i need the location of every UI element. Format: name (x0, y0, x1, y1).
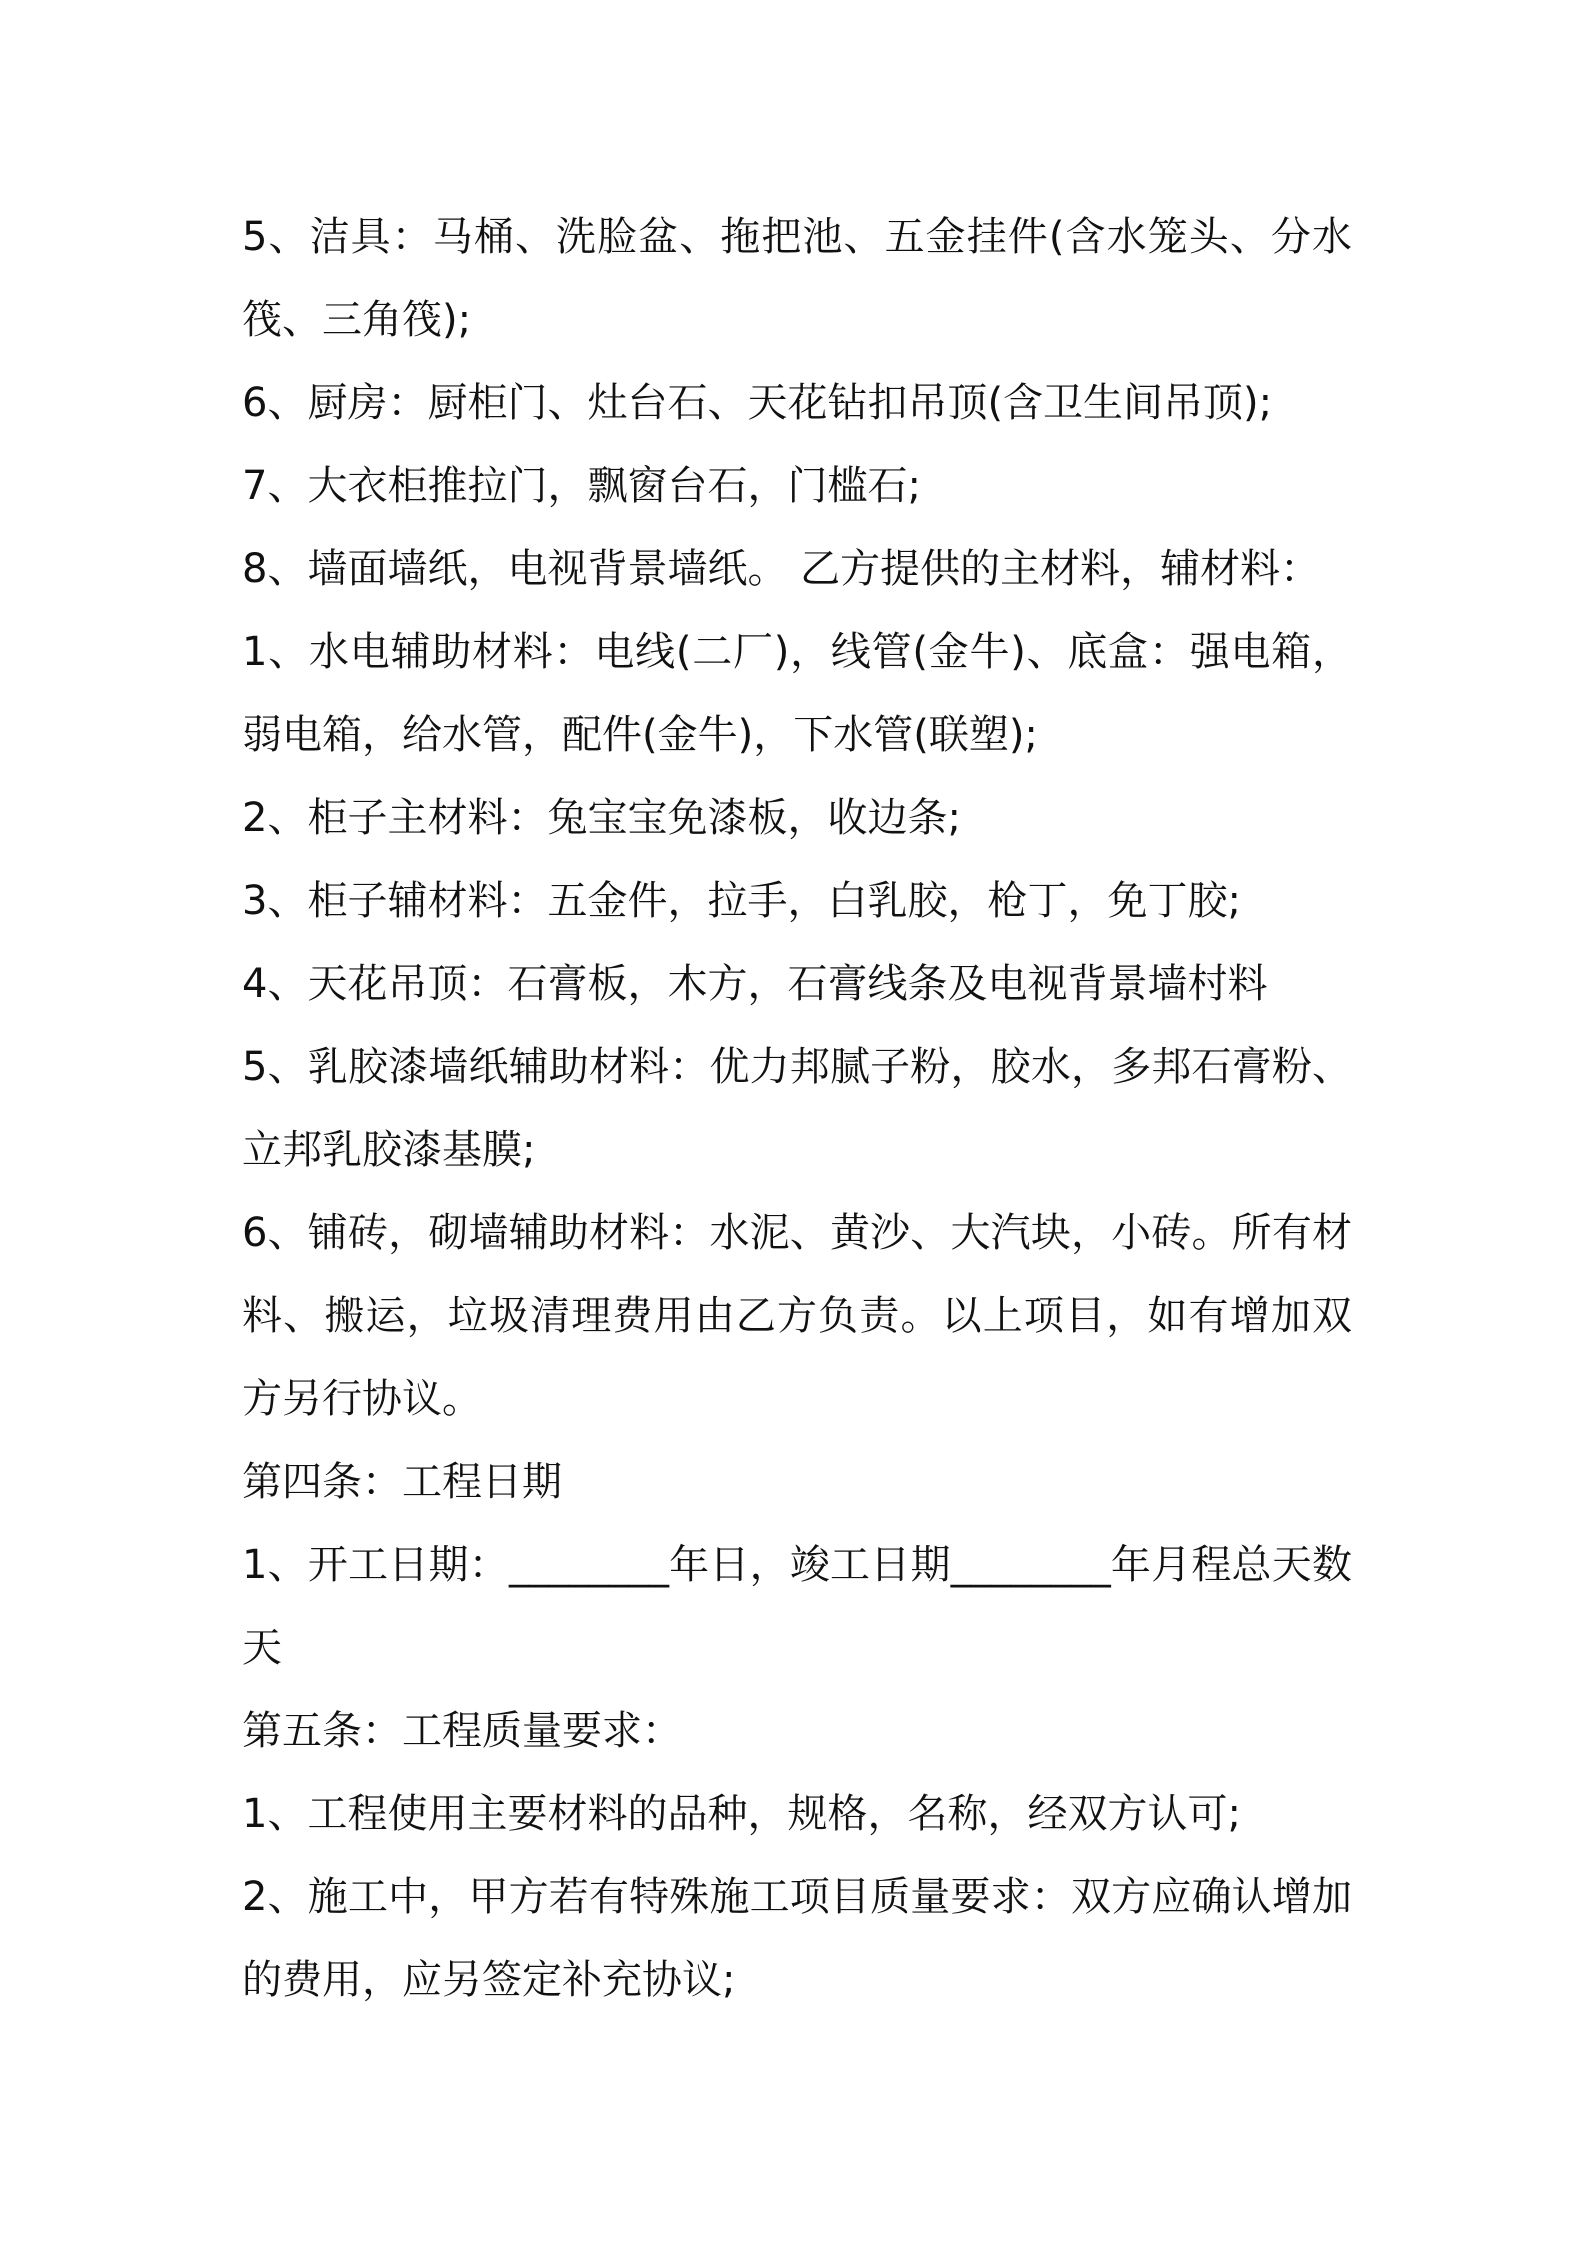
paragraph: 6、铺砖，砌墙辅助材料：水泥、黄沙、大汽块，小砖。所有材料、搬运，垃圾清理费用由乙方负责。以上项目，如有增加双方另行协议。 (242, 1210, 1352, 1422)
document-body (242, 196, 1352, 2022)
paragraph: 4、天花吊顶：石膏板，木方，石膏线条及电视背景墙村料 (242, 961, 1268, 1007)
paragraph: 1、开工日期：________年日，竣工日期________年月程总天数 天 (242, 1542, 1352, 1671)
paragraph: 3、柜子辅材料：五金件，拉手，白乳胶，枪丁，免丁胶; (242, 878, 1241, 924)
paragraph: 5、洁具：马桶、洗脸盆、拖把池、五金挂件(含水笼头、分水筏、三角筏); (242, 214, 1352, 343)
paragraph: 1、工程使用主要材料的品种，规格，名称，经双方认可; (242, 1791, 1241, 1837)
paragraph: 2、施工中，甲方若有特殊施工项目质量要求：双方应确认增加的费用，应另签定补充协议; (242, 1874, 1352, 2003)
paragraph: 7、大衣柜推拉门，飘窗台石，门槛石; (242, 463, 921, 509)
section-heading: 第四条：工程日期 (242, 1459, 562, 1505)
paragraph: 6、厨房：厨柜门、灶台石、天花钻扣吊顶(含卫生间吊顶); (242, 380, 1273, 426)
section-heading: 第五条：工程质量要求： (242, 1708, 682, 1754)
paragraph: 1、水电辅助材料：电线(二厂)，线管(金牛)、底盒：强电箱，弱电箱，给水管，配件(金牛)，下水管(联塑); (242, 629, 1352, 758)
paragraph: 2、柜子主材料：兔宝宝免漆板，收边条; (242, 795, 961, 841)
paragraph: 5、乳胶漆墙纸辅助材料：优力邦腻子粉，胶水，多邦石膏粉、立邦乳胶漆基膜; (242, 1044, 1352, 1173)
paragraph: 8、墙面墙纸，电视背景墙纸。 乙方提供的主材料，辅材料： (242, 546, 1321, 592)
